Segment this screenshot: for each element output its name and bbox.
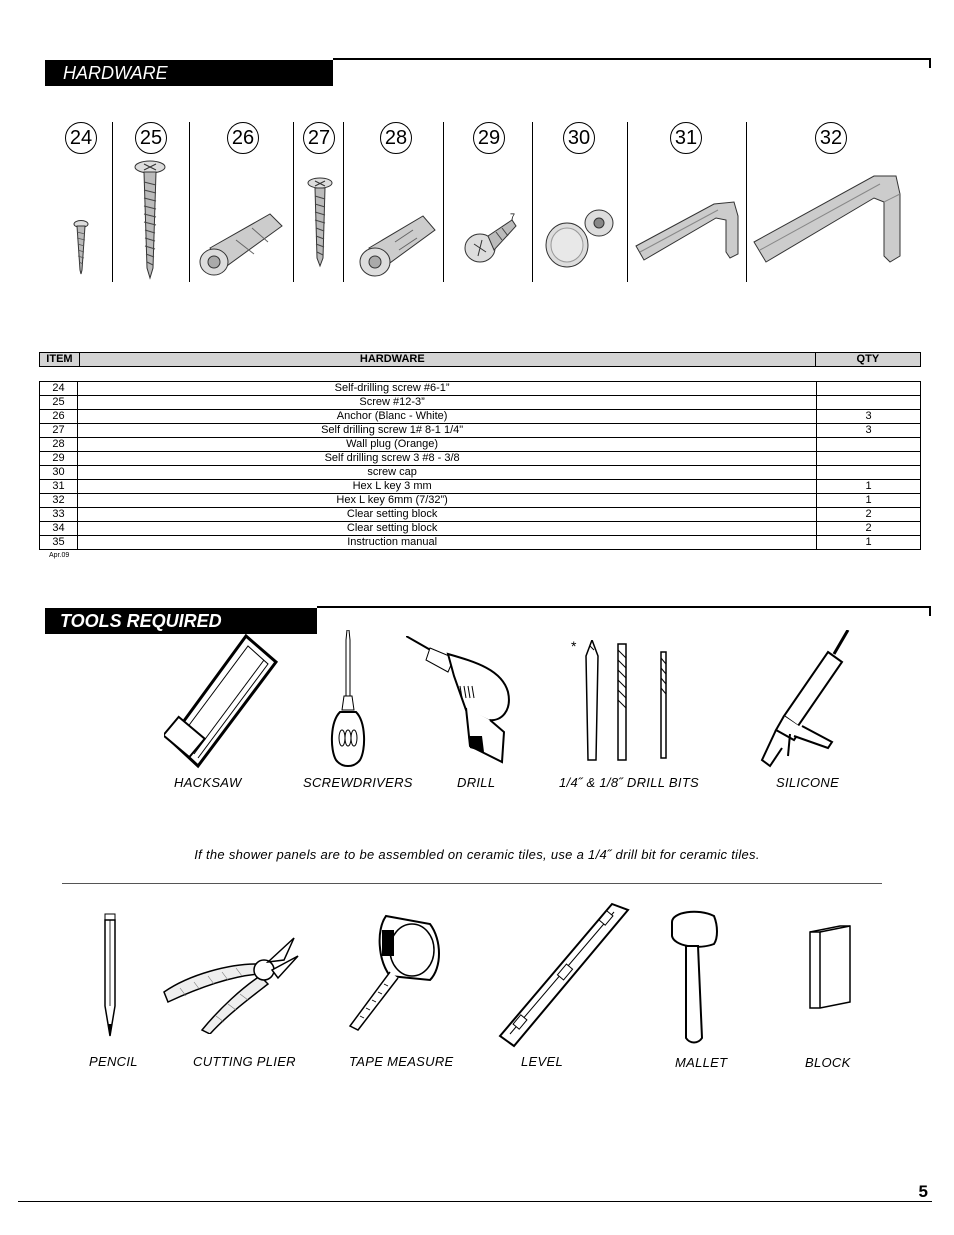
row-hardware-cell: Self drilling screw 1# 8-1 1/4" bbox=[78, 424, 817, 438]
table-row bbox=[40, 494, 921, 508]
cutting-plier-label: CUTTING PLIER bbox=[193, 1054, 296, 1069]
note-divider bbox=[62, 883, 882, 884]
row-hardware-cell: Clear setting block bbox=[78, 508, 817, 522]
hardware-number-26: 26 bbox=[227, 122, 259, 154]
hardware-number-25: 25 bbox=[135, 122, 167, 154]
table-row bbox=[40, 452, 921, 466]
hacksaw-icon bbox=[164, 632, 282, 770]
row-hardware-cell: Anchor (Blanc - White) bbox=[78, 410, 817, 424]
row-qty-cell bbox=[817, 396, 921, 410]
screw-cap-icon bbox=[543, 205, 617, 273]
row-item-cell: 28 bbox=[40, 438, 78, 452]
row-item-cell: 35 bbox=[40, 536, 78, 550]
row-hardware-cell: Hex L key 3 mm bbox=[78, 480, 817, 494]
level-label: LEVEL bbox=[521, 1054, 563, 1069]
table-row bbox=[40, 536, 921, 550]
hardware-number-24: 24 bbox=[65, 122, 97, 154]
row-item-cell: 24 bbox=[40, 382, 78, 396]
hardware-number-27: 27 bbox=[303, 122, 335, 154]
row-item-cell: 26 bbox=[40, 410, 78, 424]
drill-label: DRILL bbox=[457, 775, 496, 790]
footer-rule bbox=[18, 1201, 932, 1202]
page-number: 5 bbox=[918, 1182, 928, 1201]
hardware-divider bbox=[443, 122, 444, 282]
hardware-number-28: 28 bbox=[380, 122, 412, 154]
row-qty-cell bbox=[817, 438, 921, 452]
hardware-section-tick bbox=[929, 58, 931, 68]
row-qty-cell: 1 bbox=[817, 536, 921, 550]
pencil-icon bbox=[100, 912, 120, 1040]
hardware-number-29: 29 bbox=[473, 122, 505, 154]
hardware-section-rule bbox=[333, 58, 931, 60]
item-column-header: ITEM bbox=[40, 353, 80, 367]
row-hardware-cell: screw cap bbox=[78, 466, 817, 480]
row-hardware-cell: Hex L key 6mm (7/32”) bbox=[78, 494, 817, 508]
row-item-cell: 29 bbox=[40, 452, 78, 466]
drill-icon bbox=[406, 636, 516, 764]
tools-section-tick bbox=[929, 606, 931, 616]
table-row bbox=[40, 396, 921, 410]
hardware-section-title: HARDWARE bbox=[45, 60, 333, 86]
row-hardware-cell: Screw #12-3” bbox=[78, 396, 817, 410]
svg-text:7: 7 bbox=[510, 212, 516, 222]
drill-bits-label: 1/4˝ & 1/8˝ DRILL BITS bbox=[559, 775, 700, 790]
tape-measure-icon bbox=[346, 910, 444, 1032]
table-row bbox=[40, 382, 921, 396]
long-screw-icon bbox=[132, 158, 168, 280]
drill-bit-asterisk: * bbox=[571, 638, 577, 654]
row-item-cell: 33 bbox=[40, 508, 78, 522]
hardware-divider bbox=[189, 122, 190, 282]
tools-section-title: TOOLS REQUIRED bbox=[45, 608, 317, 634]
row-qty-cell: 2 bbox=[817, 522, 921, 536]
table-date: Apr.09 bbox=[49, 552, 70, 559]
ceramic-tiles-note: If the shower panels are to be assembled on ceramic tiles, use a 1/4˝ drill bit for ceramic tiles. bbox=[194, 847, 760, 862]
row-hardware-cell: Clear setting block bbox=[78, 522, 817, 536]
row-item-cell: 34 bbox=[40, 522, 78, 536]
table-row bbox=[40, 508, 921, 522]
row-qty-cell: 2 bbox=[817, 508, 921, 522]
wall-plug-icon bbox=[355, 208, 439, 280]
pencil-label: PENCIL bbox=[89, 1054, 138, 1069]
table-row bbox=[40, 466, 921, 480]
hardware-table bbox=[39, 381, 921, 550]
row-qty-cell: 3 bbox=[817, 410, 921, 424]
screwdrivers-label: SCREWDRIVERS bbox=[303, 775, 413, 790]
silicone-label: SILICONE bbox=[776, 775, 840, 790]
block-label: BLOCK bbox=[805, 1055, 851, 1070]
hardware-divider bbox=[746, 122, 747, 282]
row-qty-cell bbox=[817, 466, 921, 480]
qty-column-header: QTY bbox=[815, 353, 920, 367]
anchor-icon bbox=[196, 204, 286, 280]
table-row bbox=[40, 410, 921, 424]
block-icon bbox=[806, 924, 852, 1010]
level-icon bbox=[496, 900, 632, 1048]
row-hardware-cell: Self drilling screw 3 #8 - 3/8 bbox=[78, 452, 817, 466]
row-hardware-cell: Self-drilling screw #6-1” bbox=[78, 382, 817, 396]
row-item-cell: 32 bbox=[40, 494, 78, 508]
hardware-divider bbox=[343, 122, 344, 282]
hardware-table-header bbox=[39, 352, 921, 367]
hex-key-6mm-icon bbox=[750, 172, 906, 266]
mallet-label: MALLET bbox=[675, 1055, 728, 1070]
table-row bbox=[40, 438, 921, 452]
row-item-cell: 30 bbox=[40, 466, 78, 480]
row-hardware-cell: Wall plug (Orange) bbox=[78, 438, 817, 452]
mallet-icon bbox=[668, 908, 720, 1044]
table-row bbox=[40, 522, 921, 536]
row-qty-cell bbox=[817, 382, 921, 396]
tape-measure-label: TAPE MEASURE bbox=[349, 1054, 454, 1069]
silicone-gun-icon bbox=[754, 630, 850, 772]
small-screw-icon bbox=[70, 218, 92, 276]
table-row bbox=[40, 424, 921, 438]
row-item-cell: 27 bbox=[40, 424, 78, 438]
table-row bbox=[40, 480, 921, 494]
hardware-number-31: 31 bbox=[670, 122, 702, 154]
short-screw-icon bbox=[460, 212, 520, 268]
row-item-cell: 25 bbox=[40, 396, 78, 410]
hex-key-3mm-icon bbox=[632, 198, 742, 264]
hardware-divider bbox=[627, 122, 628, 282]
hardware-number-30: 30 bbox=[563, 122, 595, 154]
hardware-column-header: HARDWARE bbox=[79, 353, 815, 367]
hardware-divider bbox=[293, 122, 294, 282]
row-hardware-cell: Instruction manual bbox=[78, 536, 817, 550]
row-qty-cell: 1 bbox=[817, 480, 921, 494]
hardware-number-32: 32 bbox=[815, 122, 847, 154]
hardware-divider bbox=[112, 122, 113, 282]
medium-screw-icon bbox=[305, 176, 335, 268]
row-qty-cell bbox=[817, 452, 921, 466]
tools-section-rule bbox=[317, 606, 931, 608]
row-item-cell: 31 bbox=[40, 480, 78, 494]
cutting-plier-icon bbox=[160, 934, 300, 1034]
drill-bits-icon bbox=[576, 640, 676, 764]
screwdriver-icon bbox=[328, 630, 368, 768]
row-qty-cell: 3 bbox=[817, 424, 921, 438]
row-qty-cell: 1 bbox=[817, 494, 921, 508]
hacksaw-label: HACKSAW bbox=[174, 775, 242, 790]
hardware-divider bbox=[532, 122, 533, 282]
